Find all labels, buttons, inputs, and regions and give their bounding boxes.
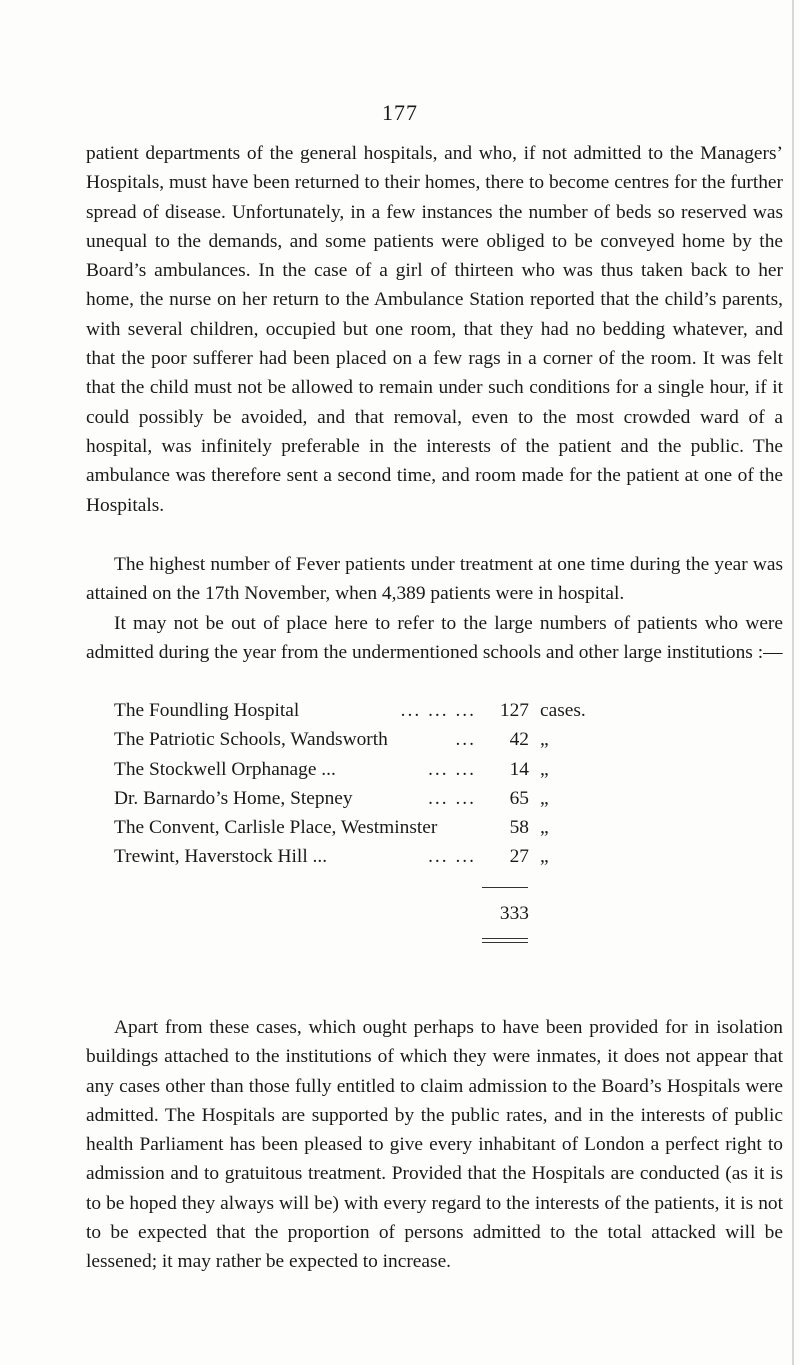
case-unit: „ xyxy=(540,787,549,809)
list-item xyxy=(114,725,774,754)
sum-rule xyxy=(482,887,528,888)
list-item xyxy=(114,842,774,871)
case-count: 27 xyxy=(509,846,529,868)
paragraph-3 xyxy=(86,609,783,668)
list-item xyxy=(114,696,774,725)
school-name: Trewint, Haverstock Hill ... xyxy=(114,846,328,868)
leader-dots: ... ... xyxy=(428,787,476,809)
list-item xyxy=(114,784,774,813)
school-name: Dr. Barnardo’s Home, Stepney xyxy=(114,787,353,809)
page-edge xyxy=(792,0,794,1365)
leader-dots: ... ... ... xyxy=(400,700,476,721)
school-name: The Foundling Hospital xyxy=(114,700,300,721)
case-count: 42 xyxy=(509,729,529,751)
page-number: 177 xyxy=(382,100,418,125)
case-count: 58 xyxy=(509,817,529,839)
total-count: 333 xyxy=(499,903,529,924)
case-unit: „ xyxy=(540,758,549,780)
leader-dots: ... xyxy=(455,729,476,751)
paragraph-4-text: Apart from these cases, which ought perhaps to have been provided for in isolation buildings attached to the institutions of which they were inmates, it does not appear that any cases other than those fully entitled to claim admission to the Board’s Hospitals were admitted. The Hospitals are supported by the public rates, and in the interests of public health Parliament has been pleased to give every inhabitant of London a perfect right to admission and to gratuitous treatment. Provided that the Hospitals are conducted (as it is to be hoped they always will be) with every regard to the interests of the patients, it is not to be expected that the proportion of persons admitted to the total attacked will be lessened; it may rather be expected to increase. xyxy=(86,1017,783,1273)
schools-list xyxy=(114,696,774,924)
case-count: 65 xyxy=(509,787,529,809)
paragraph-2-text: The highest number of Fever patients under treatment at one time during the year was attained on the 17th November, when 4,389 patients were in hospital. xyxy=(86,554,783,605)
leader-dots: ... ... xyxy=(428,758,476,780)
paragraph-4 xyxy=(86,1013,783,1277)
paragraph-1-text: patient departments of the general hospitals, and who, if not admitted to the Managers’ Hospitals, must have been returned to their homes, there to become centres for the further spread of disease. Unfortunately, in a few instances the number of beds so reserved was unequal to the demands, and some patients were obliged to be conveyed home by the Board’s ambulances. In the case of a girl of thirteen who was thus taken back to her home, the nurse on her return to the Ambulance Station reported that the child’s parents, with several children, occupied but one room, that they had no bedding whatever, and that the poor sufferer had been placed on a few rags in a corner of the room. It was felt that the child must not be allowed to remain under such conditions for a single hour, if it could possibly be avoided, and that removal, even to the most crowded ward of a hospital, was infinitely preferable in the interests of the patient and the public. The ambulance was therefore sent a second time, and room made for the patient at one of the Hospitals. xyxy=(86,143,783,516)
list-item xyxy=(114,755,774,784)
case-unit: „ xyxy=(540,729,549,751)
case-unit: „ xyxy=(540,846,549,868)
paragraph-3-text: It may not be out of place here to refer to the large numbers of patients who were admitted during the year from the undermentioned schools and other large institutions :— xyxy=(86,613,783,664)
paragraph-1 xyxy=(86,139,783,520)
case-count: 127 xyxy=(499,700,529,721)
case-unit: cases. xyxy=(540,700,586,721)
total-double-rule xyxy=(482,938,528,943)
list-item xyxy=(114,813,774,842)
school-name: The Convent, Carlisle Place, Westminster xyxy=(114,817,438,839)
school-name: The Patriotic Schools, Wandsworth xyxy=(114,729,388,751)
paragraph-2 xyxy=(86,550,783,609)
leader-dots: ... ... xyxy=(428,846,476,868)
case-unit: „ xyxy=(540,817,549,839)
case-count: 14 xyxy=(509,758,529,780)
school-name: The Stockwell Orphanage ... xyxy=(114,758,336,780)
